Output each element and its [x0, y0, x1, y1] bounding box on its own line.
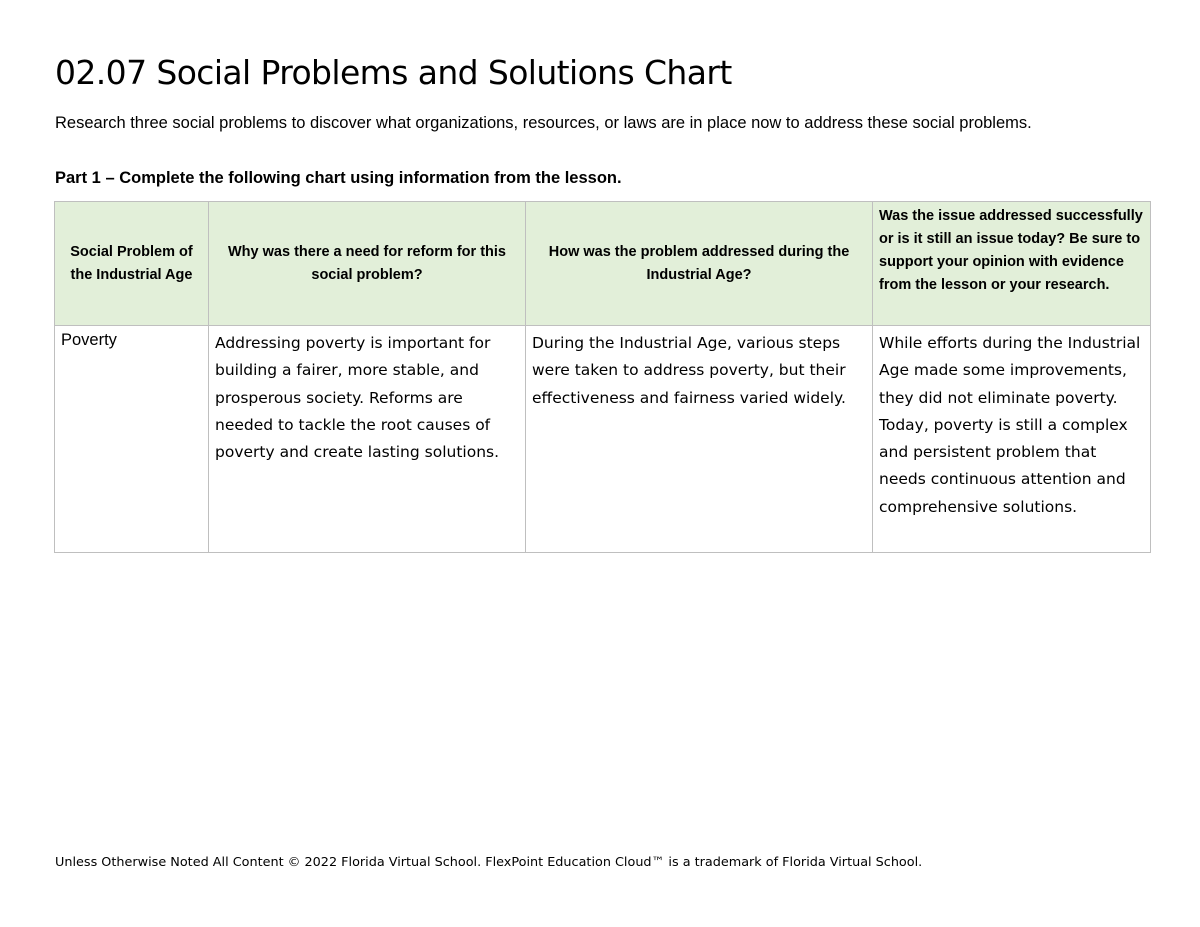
page-title: 02.07 Social Problems and Solutions Chart	[55, 53, 732, 92]
cell-how-addressed[interactable]: During the Industrial Age, various steps were taken to address poverty, but their effectiveness and fairness varied widely.	[526, 326, 873, 553]
part-1-heading: Part 1 – Complete the following chart using information from the lesson.	[55, 169, 622, 187]
header-how-addressed: How was the problem addressed during the Industrial Age?	[526, 202, 873, 326]
table-row	[55, 326, 1151, 553]
table-header-row	[55, 202, 1151, 326]
header-need-for-reform: Why was there a need for reform for this social problem?	[209, 202, 526, 326]
header-addressed-successfully: Was the issue addressed successfully or is it still an issue today? Be sure to support your opinion with evidence from the lesson or your research.	[873, 202, 1151, 326]
header-social-problem: Social Problem of the Industrial Age	[55, 202, 209, 326]
cell-social-problem[interactable]: Poverty	[55, 326, 209, 553]
cell-addressed-successfully[interactable]: While efforts during the Industrial Age made some improvements, they did not eliminate poverty. Today, poverty is still a complex and persistent problem that needs continuous attention and comprehensive solutions.	[873, 326, 1151, 553]
copyright-footer: Unless Otherwise Noted All Content © 2022 Florida Virtual School. FlexPoint Education Cloud™ is a trademark of Florida Virtual School.	[55, 855, 923, 870]
cell-need-for-reform[interactable]: Addressing poverty is important for building a fairer, more stable, and prosperous society. Reforms are needed to tackle the root causes of poverty and create lasting solutions.	[209, 326, 526, 553]
social-problems-chart	[54, 201, 1151, 553]
instructions-text: Research three social problems to discover what organizations, resources, or laws are in place now to address these social problems.	[55, 114, 1032, 132]
